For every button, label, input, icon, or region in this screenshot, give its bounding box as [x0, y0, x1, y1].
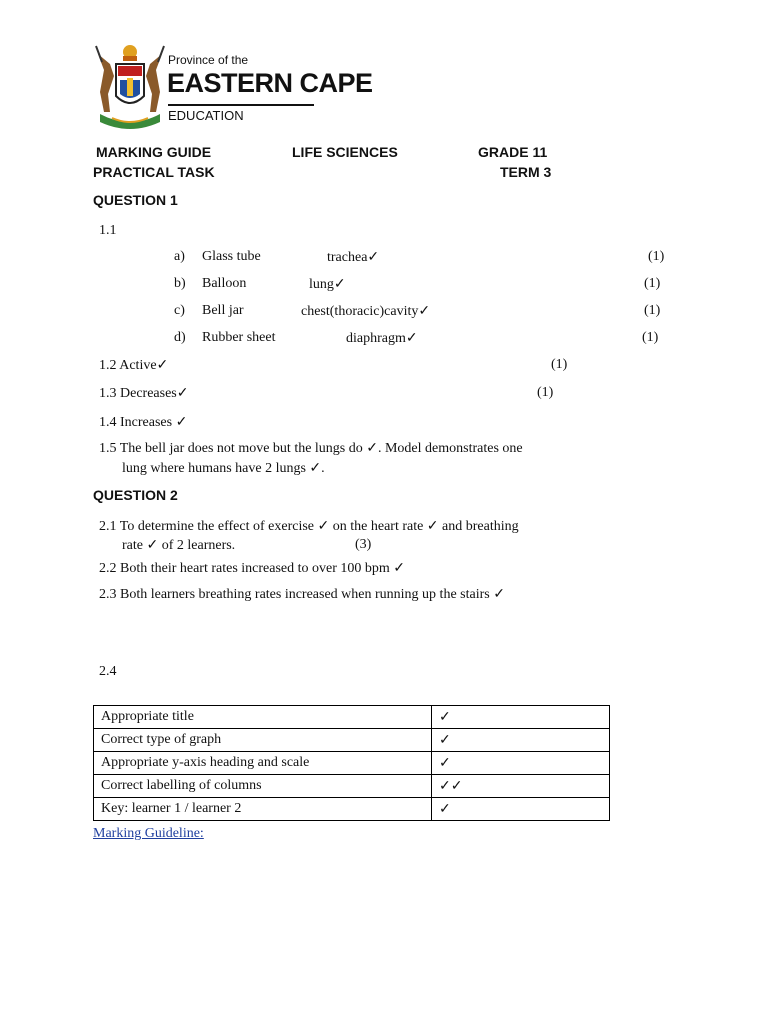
q2-2-answer: 2.2 Both their heart rates increased to over 100 bpm ✓	[99, 561, 406, 576]
q1-2-mark: (1)	[551, 357, 568, 372]
mark-cell: ✓	[432, 706, 610, 729]
graph-criteria-table	[93, 705, 610, 821]
q1-1a-part: Glass tube	[202, 249, 261, 264]
header-term: TERM 3	[500, 164, 552, 180]
header-marking-guide: MARKING GUIDE	[96, 144, 212, 160]
q1-1d-answer: diaphragm✓	[346, 331, 418, 346]
criterion-cell: Correct labelling of columns	[94, 775, 432, 798]
q1-1d-letter: d)	[174, 330, 186, 345]
criterion-cell: Key: learner 1 / learner 2	[94, 798, 432, 821]
q1-1c-mark: (1)	[644, 303, 661, 318]
q1-5-line-2: lung where humans have 2 lungs ✓.	[122, 461, 325, 476]
header-task: PRACTICAL TASK	[93, 164, 215, 180]
eastern-cape-logo	[90, 40, 373, 132]
q1-2-answer: 1.2 Active✓	[99, 358, 169, 373]
logo-line-2: EASTERN CAPE	[167, 68, 373, 98]
q1-3-answer: 1.3 Decreases✓	[99, 386, 189, 401]
marking-guideline-link[interactable]: Marking Guideline:	[93, 826, 204, 841]
q2-4-number: 2.4	[99, 664, 117, 679]
q2-1-line-1: 2.1 To determine the effect of exercise ✓ on the heart rate ✓ and breathing	[99, 519, 519, 534]
mark-cell: ✓	[432, 752, 610, 775]
q1-1d-part: Rubber sheet	[202, 330, 276, 345]
q1-4-answer: 1.4 Increases ✓	[99, 415, 188, 430]
logo-line-1: Province of the	[168, 53, 249, 67]
q1-1a-answer: trachea✓	[327, 250, 380, 265]
mark-cell: ✓	[432, 729, 610, 752]
criterion-cell: Correct type of graph	[94, 729, 432, 752]
header-subject: LIFE SCIENCES	[292, 144, 398, 160]
q2-1-line-2: rate ✓ of 2 learners.	[122, 538, 236, 553]
q1-5-line-1: 1.5 The bell jar does not move but the lungs do ✓. Model demonstrates one	[99, 441, 523, 456]
coat-of-arms-icon	[90, 40, 170, 132]
table-row	[94, 729, 610, 752]
q1-1b-answer: lung✓	[309, 277, 346, 292]
q1-1-number: 1.1	[99, 223, 117, 238]
q1-1b-part: Balloon	[202, 276, 247, 291]
table-row	[94, 752, 610, 775]
criterion-cell: Appropriate title	[94, 706, 432, 729]
logo-line-3: EDUCATION	[168, 108, 244, 123]
table-row	[94, 775, 610, 798]
q2-1-mark: (3)	[355, 537, 372, 552]
q1-1a-letter: a)	[174, 249, 185, 264]
q1-3-mark: (1)	[537, 385, 554, 400]
mark-cell: ✓✓	[432, 775, 610, 798]
header-grade: GRADE 11	[478, 144, 548, 160]
q1-1c-part: Bell jar	[202, 303, 244, 318]
logo-divider	[168, 104, 314, 106]
table-row	[94, 798, 610, 821]
q1-1d-mark: (1)	[642, 330, 659, 345]
criterion-cell: Appropriate y-axis heading and scale	[94, 752, 432, 775]
q1-1c-answer: chest(thoracic)cavity✓	[301, 304, 431, 319]
q1-1c-letter: c)	[174, 303, 185, 318]
question-1-title: QUESTION 1	[93, 192, 178, 208]
q2-3-answer: 2.3 Both learners breathing rates increased when running up the stairs ✓	[99, 587, 505, 602]
table-row	[94, 706, 610, 729]
q1-1b-mark: (1)	[644, 276, 661, 291]
question-2-title: QUESTION 2	[93, 487, 178, 503]
q1-1a-mark: (1)	[648, 249, 665, 264]
q1-1b-letter: b)	[174, 276, 186, 291]
mark-cell: ✓	[432, 798, 610, 821]
